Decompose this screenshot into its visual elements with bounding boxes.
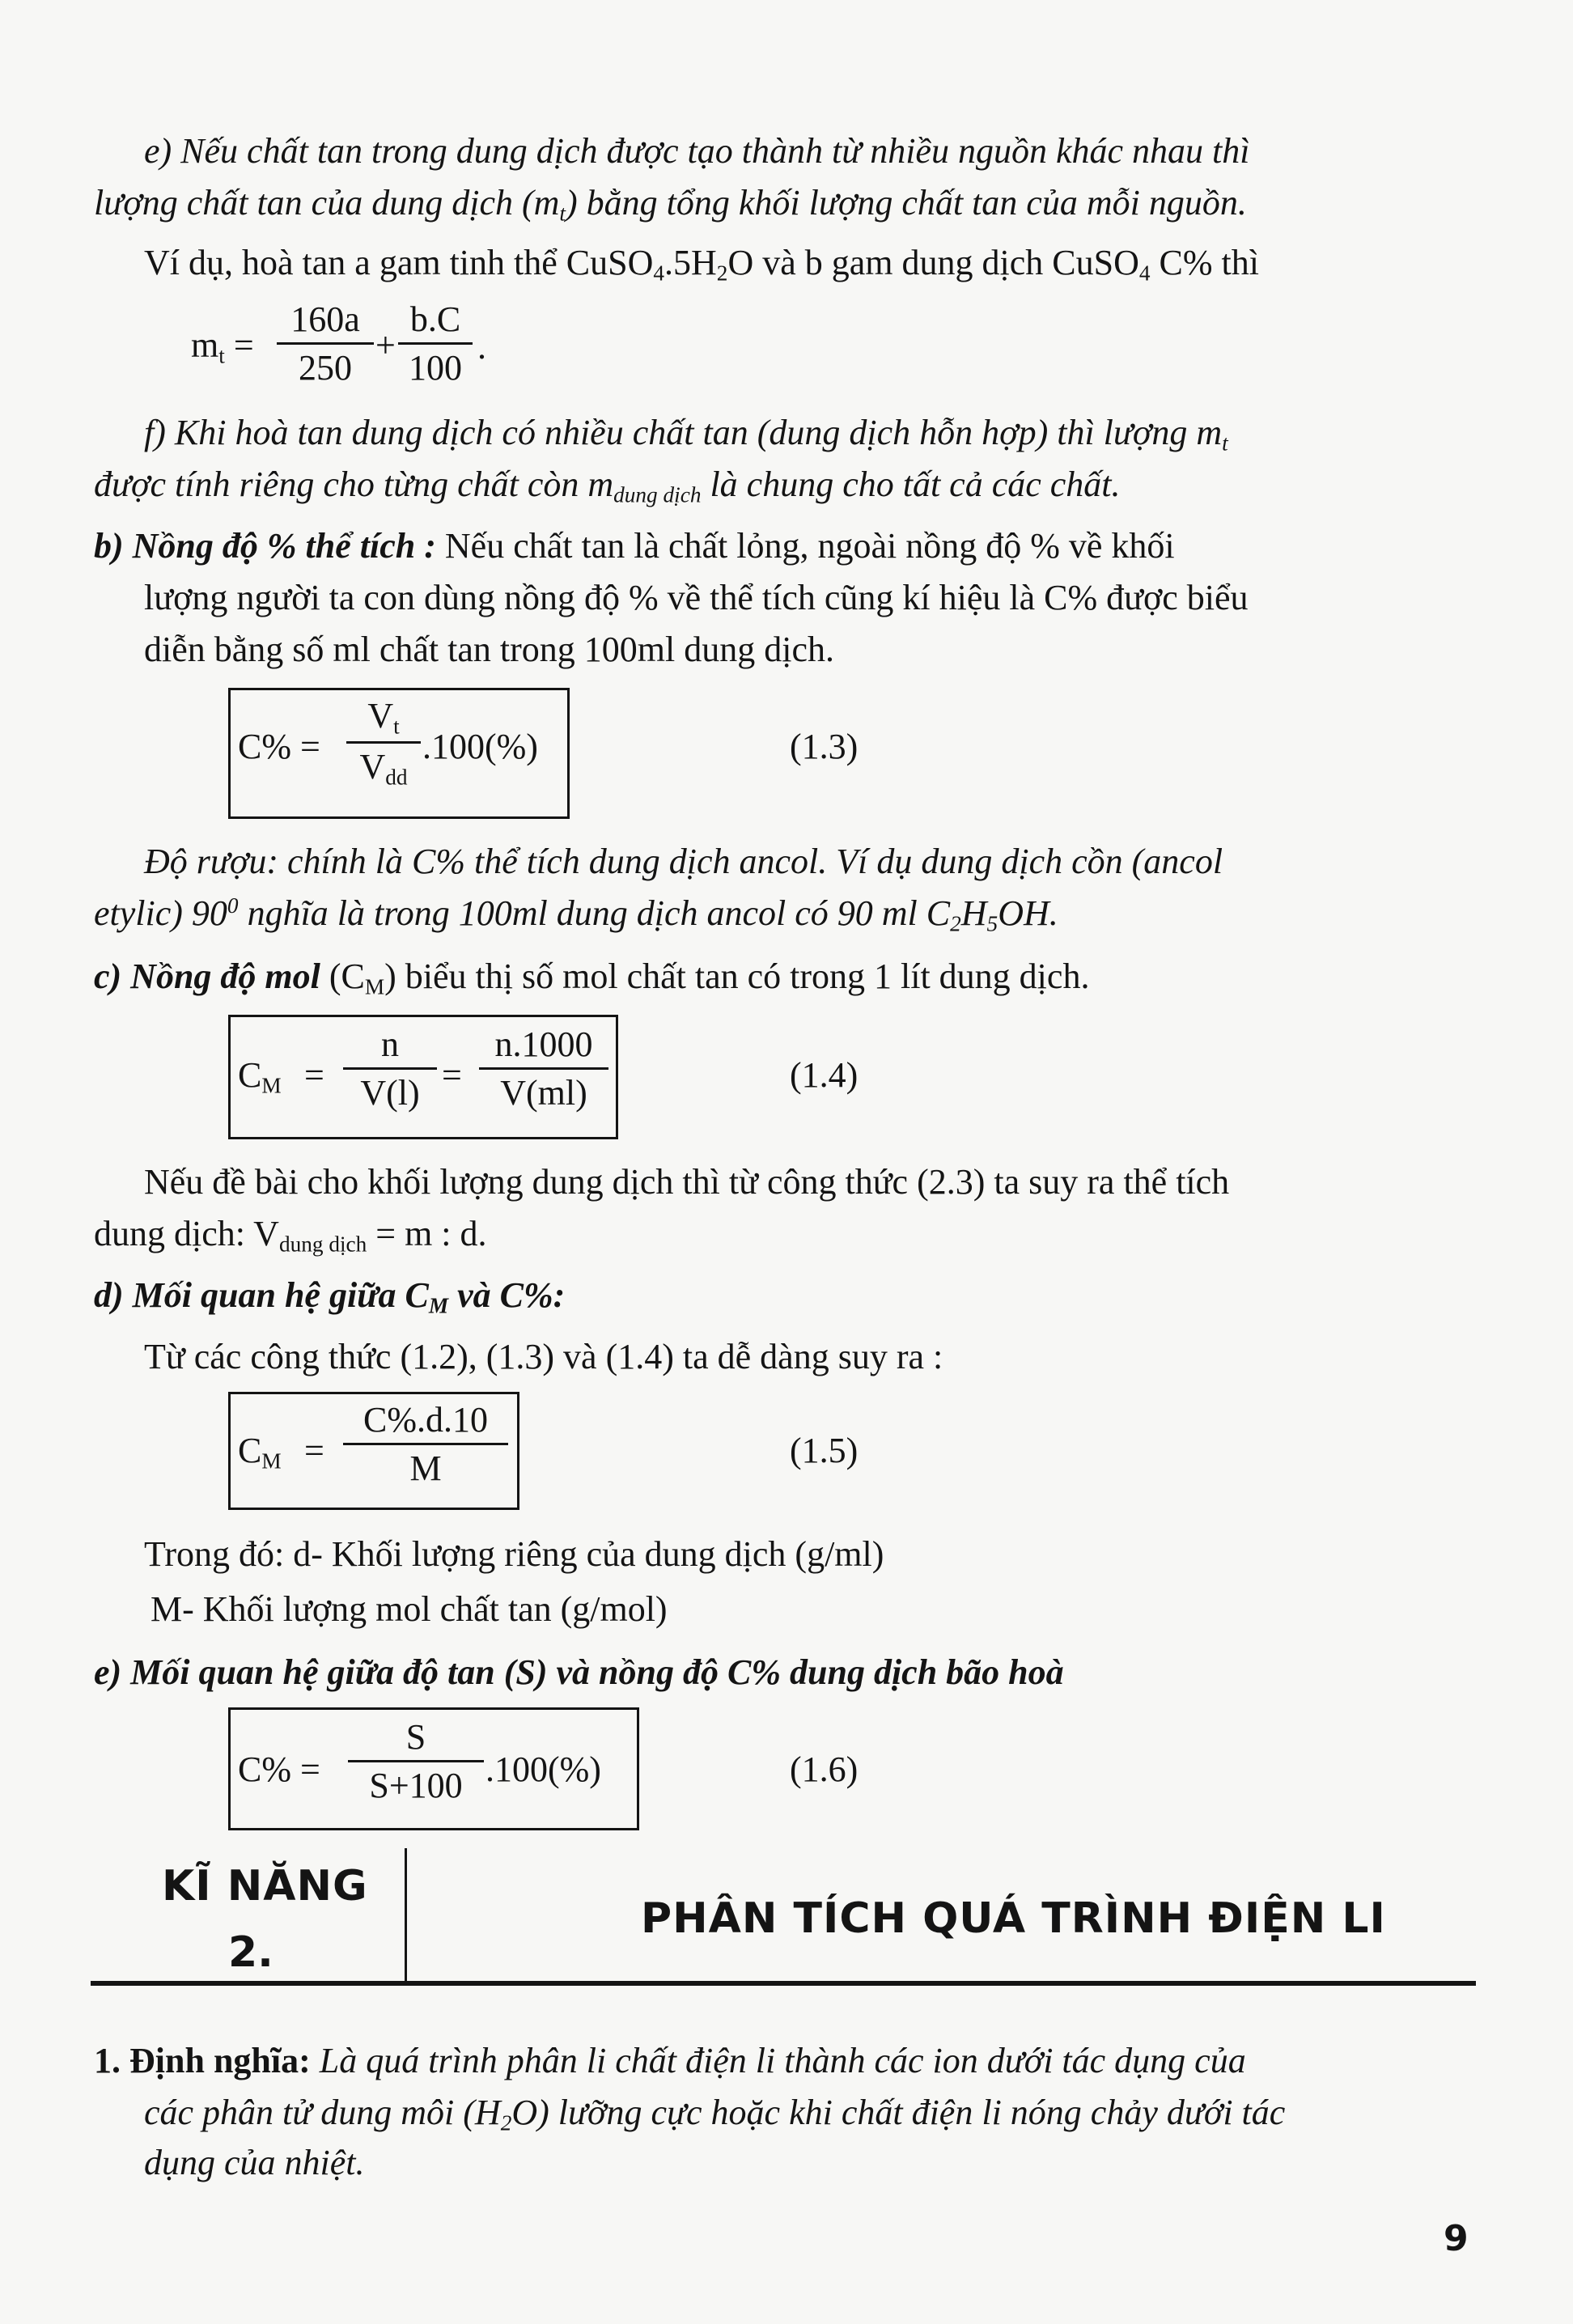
definition-line3: dụng của nhiệt. <box>144 2143 365 2182</box>
skill-label-line1: KĨ NĂNG <box>162 1862 368 1911</box>
skill-title: PHÂN TÍCH QUÁ TRÌNH ĐIỆN LI <box>641 1894 1386 1943</box>
alcohol-degree-line2: etylic) $90^0$ nghĩa là trong 100ml dung dịch ancol có 90 ml $C_2H_5OH$. <box>94 893 1058 936</box>
equation-number-1-5: (1.5) <box>790 1431 859 1470</box>
skill-rule <box>91 1981 1476 1986</box>
section-b-line3: diễn bằng số ml chất tan trong 100ml dung dịch. <box>144 630 834 669</box>
formula-1-6-rhs: .100(%) <box>485 1749 601 1789</box>
alcohol-degree-line1: Độ rượu: chính là C% thể tích dung dịch ancol. Ví dụ dung dịch cồn (ancol <box>144 842 1223 881</box>
where-line2: M- Khối lượng mol chất tan (g/mol) <box>151 1589 668 1629</box>
definition-line1: 1. Định nghĩa: Là quá trình phân li chất điện li thành các ion dưới tác dụng của <box>94 2041 1246 2080</box>
para-f-line2: được tính riêng cho từng chất còn $m_{dung dịch}$ là chung cho tất cả các chất. <box>94 464 1121 507</box>
fraction-160a-250: 160a 250 <box>277 296 374 391</box>
para-e-line1: e) Nếu chất tan trong dung dịch được tạo thành từ nhiều nguồn khác nhau thì <box>144 131 1250 171</box>
definition-line2: các phân tử dung môi $(H_2O)$ lưỡng cực hoặc khi chất điện li nóng chảy dưới tác <box>144 2093 1286 2135</box>
formula-1-5-lhs: $C_M$ <box>238 1431 282 1474</box>
formula-1-4-eq1: = <box>304 1055 324 1095</box>
where-line1: Trong đó: d- Khối lượng riêng của dung dịch (g/ml) <box>144 1534 884 1574</box>
page-number: 9 <box>1444 2218 1469 2259</box>
formula-1-3-fraction: $V_t$ $V_{dd}$ <box>346 693 421 792</box>
formula-1-4-fraction1: n V(l) <box>343 1021 437 1116</box>
formula-1-6-fraction: S S+100 <box>348 1714 484 1809</box>
section-c-title: c) Nồng độ mol <box>94 956 320 996</box>
note-line1: Nếu đề bài cho khối lượng dung dịch thì từ công thức (2.3) ta suy ra thể tích <box>144 1162 1230 1202</box>
formula-1-4-eq2: = <box>442 1055 462 1095</box>
formula-1-4-lhs: $C_M$ <box>238 1055 282 1098</box>
section-e-title: e) Mối quan hệ giữa độ tan (S) và nồng độ C% dung dịch bão hoà <box>94 1652 1064 1692</box>
section-b-line2: lượng người ta con dùng nồng độ % về thể tích cũng kí hiệu là C% được biểu <box>144 578 1249 617</box>
fraction-bc-100: b.C 100 <box>398 296 473 391</box>
equation-number-1-6: (1.6) <box>790 1749 859 1789</box>
section-b-title: b) Nồng độ % thể tích : <box>94 526 436 566</box>
example-line: Ví dụ, hoà tan a gam tinh thể $CuSO_4.5H_2O$ và b gam dung dịch CuSO$_4$ C% thì <box>144 243 1259 286</box>
section-d-intro: Từ các công thức (1.2), (1.3) và (1.4) ta dễ dàng suy ra : <box>144 1337 943 1376</box>
skill-divider <box>405 1848 407 1986</box>
skill-label-line2: 2. <box>228 1928 273 1977</box>
formula-1-6-lhs: C% = <box>238 1749 320 1789</box>
equation-number-1-3: (1.3) <box>790 727 859 766</box>
note-line2: dung dịch: $V_{dung dịch} = m$ : d. <box>94 1214 487 1257</box>
para-e-line2: lượng chất tan của dung dịch $(m_t)$ bằng tổng khối lượng chất tan của mỗi nguồn. <box>94 183 1247 226</box>
formula-1-3-rhs: .100(%) <box>422 727 538 766</box>
formula-1-4-fraction2: n.1000 V(ml) <box>479 1021 608 1116</box>
section-c-line: c) Nồng độ mol $(C_M)$ biểu thị số mol chất tan có trong 1 lít dung dịch. <box>94 956 1090 999</box>
section-d-title: d) Mối quan hệ giữa $C_M$ và C%: <box>94 1275 566 1318</box>
formula-1-5-fraction: C%.d.10 M <box>343 1397 508 1491</box>
para-f-line1: f) Khi hoà tan dung dịch có nhiều chất tan (dung dịch hỗn hợp) thì lượng $m_t$ <box>144 413 1228 456</box>
equation-number-1-4: (1.4) <box>790 1055 859 1095</box>
definition-title: 1. Định nghĩa: <box>94 2041 311 2080</box>
formula-1-3-lhs: C% = <box>238 727 320 766</box>
section-b-line1: b) Nồng độ % thể tích : Nếu chất tan là chất lỏng, ngoài nồng độ % về khối <box>94 526 1175 566</box>
formula-1-5-eq: = <box>304 1431 324 1470</box>
